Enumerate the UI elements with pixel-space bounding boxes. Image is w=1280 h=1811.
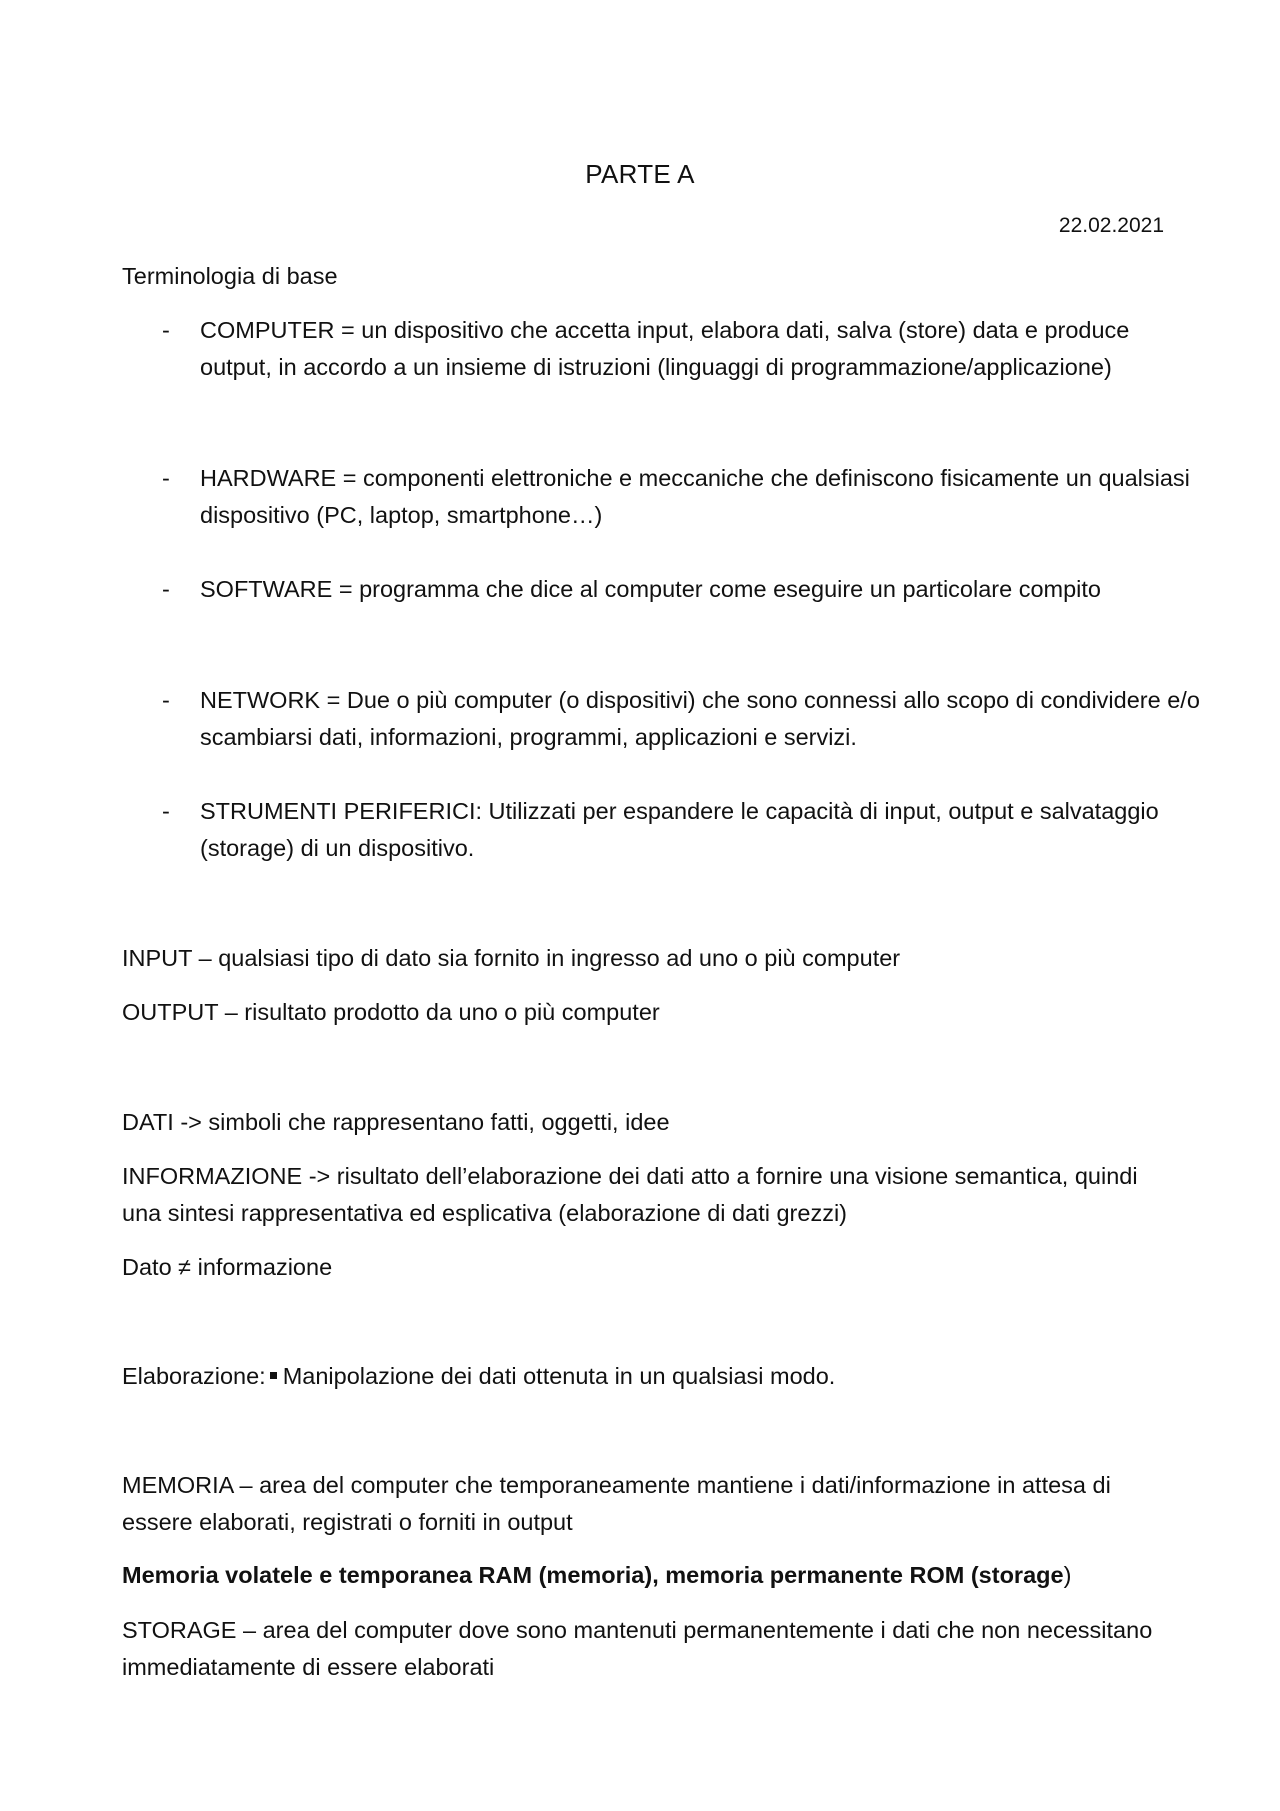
list-item-text: NETWORK = Due o più computer (o dispositivi) che sono connessi allo scopo di condividere e/o scambiarsi dati, informazioni, programmi, applicazioni e servizi. (200, 687, 1200, 750)
memoria-types-close: ) (1063, 1562, 1072, 1588)
list-item-text: HARDWARE = componenti elettroniche e meccaniche che definiscono fisicamente un qualsiasi dispositivo (PC, laptop, smartphone…) (200, 465, 1190, 528)
input-definition: INPUT – qualsiasi tipo di dato sia fornito in ingresso ad uno o più computer (122, 945, 901, 971)
bullet-dash: - (162, 465, 170, 491)
list-item-text: STRUMENTI PERIFERICI: Utilizzati per espandere le capacità di input, output e salvataggio (storage) di un dispositivo. (200, 798, 1159, 861)
document-date: 22.02.2021 (1058, 214, 1164, 237)
memoria-types (122, 1557, 1172, 1594)
bullet-dash: - (162, 317, 170, 343)
memoria-definition: MEMORIA – area del computer che temporaneamente mantiene i dati/informazione in attesa di essere elaborati, registrati o forniti in output (122, 1472, 1111, 1535)
dato-vs-informazione: Dato ≠ informazione (122, 1254, 333, 1280)
elaborazione-line (122, 1358, 1172, 1395)
list-item-text: SOFTWARE = programma che dice al computer come eseguire un particolare compito (200, 576, 1101, 602)
section-heading: Terminologia di base (122, 263, 338, 289)
square-bullet-icon (270, 1372, 277, 1379)
dati-definition: DATI -> simboli che rappresentano fatti, oggetti, idee (122, 1109, 670, 1135)
storage-definition: STORAGE – area del computer dove sono mantenuti permanentemente i dati che non necessitano immediatamente di essere elaborati (122, 1617, 1153, 1680)
output-definition: OUTPUT – risultato prodotto da uno o più computer (122, 999, 660, 1025)
elaborazione-text: Manipolazione dei dati ottenuta in un qualsiasi modo. (282, 1363, 836, 1389)
informazione-definition: INFORMAZIONE -> risultato dell’elaborazione dei dati atto a fornire una visione semantica, quindi una sintesi rappresentativa ed esplicativa (elaborazione di dati grezzi) (122, 1163, 1138, 1226)
elaborazione-label: Elaborazione: (122, 1363, 266, 1389)
bullet-dash: - (162, 687, 170, 713)
bullet-dash: - (162, 576, 170, 602)
memoria-types-bold: Memoria volatele e temporanea RAM (memoria), memoria permanente ROM (storage (122, 1562, 1064, 1588)
list-item-text: COMPUTER = un dispositivo che accetta input, elabora dati, salva (store) data e produce output, in accordo a un insieme di istruzioni (linguaggi di programmazione/applicazione) (200, 317, 1130, 380)
bullet-dash: - (162, 798, 170, 824)
page-title: PARTE A (585, 159, 695, 189)
